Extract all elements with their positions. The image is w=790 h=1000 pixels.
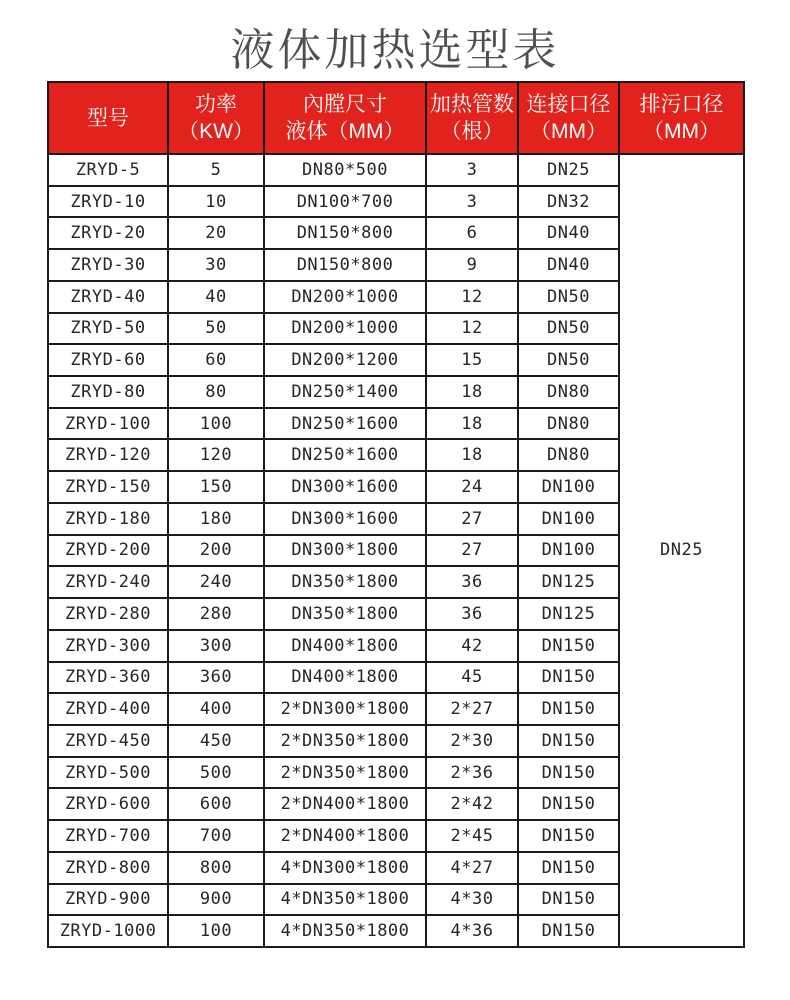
connection-cell: DN150 — [518, 820, 619, 852]
col-header-drain-line2: （MM） — [643, 120, 720, 143]
model-cell: ZRYD-100 — [48, 408, 168, 440]
size-cell: DN100*700 — [264, 186, 426, 218]
size-cell: DN80*500 — [264, 154, 426, 186]
model-cell: ZRYD-50 — [48, 313, 168, 345]
col-header-size-line2: 液体（MM） — [285, 120, 405, 143]
tubes-cell: 2*45 — [426, 820, 518, 852]
page-title: 液体加热选型表 — [230, 26, 560, 75]
tubes-cell: 3 — [426, 154, 518, 186]
model-cell: ZRYD-180 — [48, 503, 168, 535]
model-cell: ZRYD-40 — [48, 281, 168, 313]
connection-cell: DN150 — [518, 915, 619, 947]
model-cell: ZRYD-400 — [48, 693, 168, 725]
drain-merged-cell: DN25 — [619, 154, 744, 947]
connection-cell: DN80 — [518, 439, 619, 471]
power-cell: 700 — [168, 820, 264, 852]
power-cell: 360 — [168, 662, 264, 694]
model-cell: ZRYD-700 — [48, 820, 168, 852]
connection-cell: DN50 — [518, 281, 619, 313]
model-cell: ZRYD-60 — [48, 344, 168, 376]
size-cell: DN300*1800 — [264, 535, 426, 567]
connection-cell: DN100 — [518, 535, 619, 567]
col-header-power-line1: 功率 — [195, 93, 237, 116]
power-cell: 450 — [168, 725, 264, 757]
table-header — [48, 82, 744, 154]
col-header-model — [48, 82, 168, 154]
connection-cell: DN50 — [518, 313, 619, 345]
tubes-cell: 4*30 — [426, 884, 518, 916]
connection-cell: DN150 — [518, 788, 619, 820]
model-cell: ZRYD-360 — [48, 662, 168, 694]
size-cell: DN300*1600 — [264, 471, 426, 503]
heating-selection-table — [47, 81, 745, 948]
size-cell: DN250*1600 — [264, 408, 426, 440]
size-cell: DN350*1800 — [264, 566, 426, 598]
size-cell: DN350*1800 — [264, 598, 426, 630]
tubes-cell: 27 — [426, 503, 518, 535]
tubes-cell: 36 — [426, 566, 518, 598]
size-cell: 2*DN350*1800 — [264, 757, 426, 789]
tubes-cell: 3 — [426, 186, 518, 218]
connection-cell: DN150 — [518, 852, 619, 884]
col-header-connection — [518, 82, 619, 154]
power-cell: 5 — [168, 154, 264, 186]
connection-cell: DN125 — [518, 598, 619, 630]
col-header-drain-line1: 排污口径 — [639, 93, 724, 116]
model-cell: ZRYD-1000 — [48, 915, 168, 947]
tubes-cell: 24 — [426, 471, 518, 503]
connection-cell: DN150 — [518, 884, 619, 916]
size-cell: DN200*1000 — [264, 281, 426, 313]
model-cell: ZRYD-800 — [48, 852, 168, 884]
power-cell: 50 — [168, 313, 264, 345]
power-cell: 100 — [168, 915, 264, 947]
connection-cell: DN25 — [518, 154, 619, 186]
col-header-power-line2: （KW） — [178, 120, 254, 143]
size-cell: 2*DN400*1800 — [264, 820, 426, 852]
col-header-model-line1: 型号 — [87, 106, 129, 130]
model-cell: ZRYD-200 — [48, 535, 168, 567]
power-cell: 40 — [168, 281, 264, 313]
power-cell: 10 — [168, 186, 264, 218]
connection-cell: DN32 — [518, 186, 619, 218]
connection-cell: DN100 — [518, 503, 619, 535]
model-cell: ZRYD-450 — [48, 725, 168, 757]
power-cell: 400 — [168, 693, 264, 725]
size-cell: 4*DN350*1800 — [264, 915, 426, 947]
model-cell: ZRYD-300 — [48, 630, 168, 662]
model-cell: ZRYD-500 — [48, 757, 168, 789]
model-cell: ZRYD-30 — [48, 249, 168, 281]
size-cell: DN200*1200 — [264, 344, 426, 376]
col-header-size-line1: 內膛尺寸 — [303, 93, 387, 116]
size-cell: DN400*1800 — [264, 662, 426, 694]
tubes-cell: 12 — [426, 281, 518, 313]
size-cell: DN250*1600 — [264, 439, 426, 471]
power-cell: 600 — [168, 788, 264, 820]
model-cell: ZRYD-80 — [48, 376, 168, 408]
size-cell: 2*DN350*1800 — [264, 725, 426, 757]
power-cell: 280 — [168, 598, 264, 630]
connection-cell: DN40 — [518, 249, 619, 281]
size-cell: 2*DN400*1800 — [264, 788, 426, 820]
col-header-size — [264, 82, 426, 154]
model-cell: ZRYD-600 — [48, 788, 168, 820]
size-cell: 2*DN300*1800 — [264, 693, 426, 725]
col-header-tubes-line2: （根） — [440, 120, 504, 143]
table-row — [48, 154, 744, 186]
tubes-cell: 42 — [426, 630, 518, 662]
tubes-cell: 27 — [426, 535, 518, 567]
tubes-cell: 9 — [426, 249, 518, 281]
connection-cell: DN50 — [518, 344, 619, 376]
tubes-cell: 12 — [426, 313, 518, 345]
col-header-drain — [619, 82, 744, 154]
size-cell: DN200*1000 — [264, 313, 426, 345]
model-cell: ZRYD-120 — [48, 439, 168, 471]
size-cell: 4*DN300*1800 — [264, 852, 426, 884]
power-cell: 240 — [168, 566, 264, 598]
tubes-cell: 18 — [426, 439, 518, 471]
model-cell: ZRYD-900 — [48, 884, 168, 916]
model-cell: ZRYD-10 — [48, 186, 168, 218]
model-cell: ZRYD-280 — [48, 598, 168, 630]
header-row — [48, 82, 744, 154]
tubes-cell: 45 — [426, 662, 518, 694]
col-header-connection-line2: （MM） — [530, 120, 607, 143]
tubes-cell: 18 — [426, 408, 518, 440]
tubes-cell: 36 — [426, 598, 518, 630]
tubes-cell: 2*30 — [426, 725, 518, 757]
tubes-cell: 18 — [426, 376, 518, 408]
connection-cell: DN40 — [518, 217, 619, 249]
connection-cell: DN80 — [518, 408, 619, 440]
power-cell: 120 — [168, 439, 264, 471]
model-cell: ZRYD-5 — [48, 154, 168, 186]
power-cell: 60 — [168, 344, 264, 376]
connection-cell: DN150 — [518, 757, 619, 789]
power-cell: 900 — [168, 884, 264, 916]
size-cell: DN150*800 — [264, 217, 426, 249]
power-cell: 200 — [168, 535, 264, 567]
connection-cell: DN150 — [518, 693, 619, 725]
connection-cell: DN80 — [518, 376, 619, 408]
model-cell: ZRYD-240 — [48, 566, 168, 598]
power-cell: 80 — [168, 376, 264, 408]
tubes-cell: 4*36 — [426, 915, 518, 947]
connection-cell: DN150 — [518, 725, 619, 757]
tubes-cell: 6 — [426, 217, 518, 249]
model-cell: ZRYD-20 — [48, 217, 168, 249]
size-cell: DN400*1800 — [264, 630, 426, 662]
power-cell: 180 — [168, 503, 264, 535]
col-header-connection-line1: 连接口径 — [526, 93, 611, 116]
power-cell: 20 — [168, 217, 264, 249]
connection-cell: DN150 — [518, 662, 619, 694]
model-cell: ZRYD-150 — [48, 471, 168, 503]
size-cell: 4*DN350*1800 — [264, 884, 426, 916]
size-cell: DN150*800 — [264, 249, 426, 281]
power-cell: 800 — [168, 852, 264, 884]
connection-cell: DN125 — [518, 566, 619, 598]
col-header-tubes-line1: 加热管数 — [430, 93, 514, 116]
tubes-cell: 2*36 — [426, 757, 518, 789]
connection-cell: DN150 — [518, 630, 619, 662]
connection-cell: DN100 — [518, 471, 619, 503]
tubes-cell: 15 — [426, 344, 518, 376]
tubes-cell: 4*27 — [426, 852, 518, 884]
table-body — [48, 154, 744, 947]
power-cell: 150 — [168, 471, 264, 503]
col-header-tubes — [426, 82, 518, 154]
size-cell: DN250*1400 — [264, 376, 426, 408]
power-cell: 30 — [168, 249, 264, 281]
tubes-cell: 2*42 — [426, 788, 518, 820]
power-cell: 100 — [168, 408, 264, 440]
power-cell: 500 — [168, 757, 264, 789]
size-cell: DN300*1600 — [264, 503, 426, 535]
col-header-power — [168, 82, 264, 154]
power-cell: 300 — [168, 630, 264, 662]
tubes-cell: 2*27 — [426, 693, 518, 725]
